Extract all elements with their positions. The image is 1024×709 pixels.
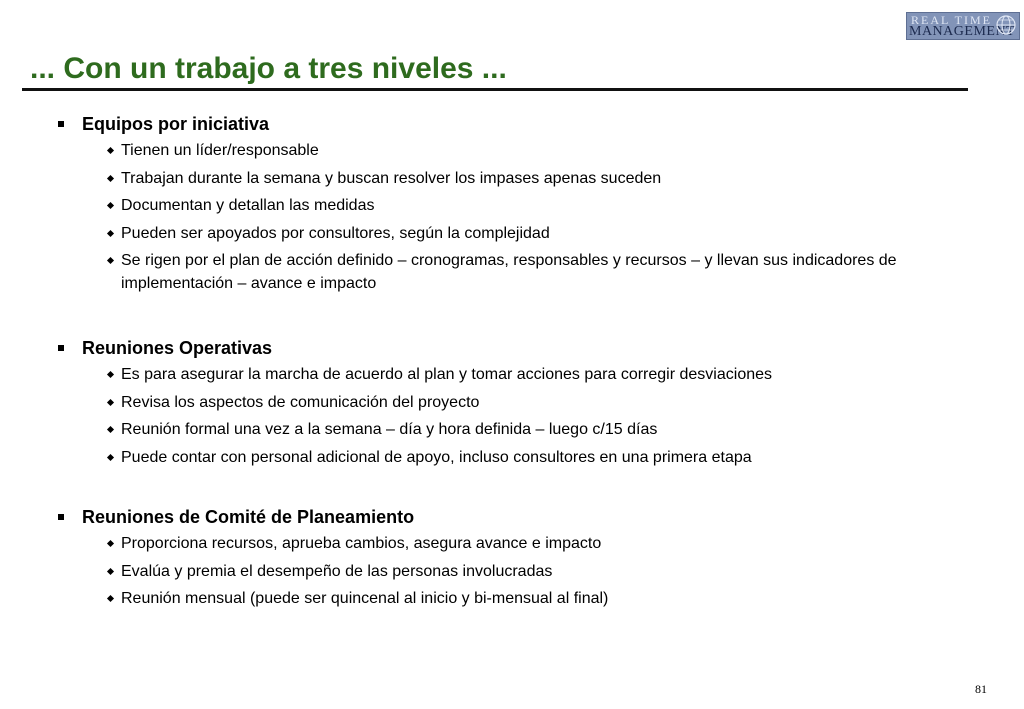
section-comite-de-planeamiento [56, 504, 941, 613]
diamond-bullet-icon [107, 257, 114, 264]
list-item-text: Pueden ser apoyados por consultores, según la complejidad [121, 224, 550, 242]
globe-icon [995, 14, 1017, 36]
list-item-text: Puede contar con personal adicional de apoyo, incluso consultores en una primera etapa [121, 448, 752, 466]
section-heading [56, 111, 941, 137]
list-item [56, 444, 941, 472]
list-item-text: Reunión mensual (puede ser quincenal al inicio y bi-mensual al final) [121, 590, 609, 607]
diamond-bullet-icon [107, 540, 114, 547]
list-item [56, 220, 941, 248]
list-item [56, 558, 941, 586]
logo-top-text: REAL TIME [911, 13, 992, 27]
list-item [56, 192, 941, 220]
list-item-text: Documentan y detallan las medidas [121, 197, 375, 214]
diamond-bullet-icon [107, 371, 114, 378]
bullet-list [56, 137, 941, 297]
section-reuniones-operativas [56, 335, 941, 471]
square-bullet-icon [58, 121, 64, 127]
list-item [56, 165, 941, 193]
logo-bottom-text: MANAGEMENT [909, 24, 1016, 39]
diamond-bullet-icon [107, 174, 114, 181]
company-logo [906, 12, 1020, 40]
section-equipos-por-iniciativa [56, 111, 941, 297]
list-item-text: Revisa los aspectos de comunicación del proyecto [121, 393, 480, 411]
diamond-bullet-icon [107, 426, 114, 433]
diamond-bullet-icon [107, 147, 114, 154]
list-item-text: Reunión formal una vez a la semana – día y hora definida – luego c/15 días [121, 421, 658, 438]
section-title: Equipos por iniciativa [82, 113, 270, 134]
diamond-bullet-icon [107, 567, 114, 574]
diamond-bullet-icon [107, 595, 114, 602]
list-item-text: Es para asegurar la marcha de acuerdo al plan y tomar acciones para corregir desviaciones [121, 366, 773, 383]
list-item [56, 137, 941, 165]
section-title: Reuniones Operativas [82, 337, 273, 358]
list-item [56, 416, 941, 444]
bullet-list [56, 361, 941, 471]
list-item [56, 361, 941, 389]
square-bullet-icon [58, 514, 64, 520]
list-item-text: Trabajan durante la semana y buscan resolver los impases apenas suceden [121, 169, 662, 187]
list-item-text: Tienen un líder/responsable [121, 142, 319, 159]
slide-title: ... Con un trabajo a tres niveles ... [30, 52, 507, 85]
list-item-text: Proporciona recursos, aprueba cambios, asegura avance e impacto [121, 535, 602, 552]
section-heading [56, 335, 941, 361]
diamond-bullet-icon [107, 229, 114, 236]
list-item [56, 389, 941, 417]
page-number: 81 [975, 682, 987, 696]
list-item [56, 530, 941, 558]
section-title: Reuniones de Comité de Planeamiento [82, 506, 415, 527]
list-item [56, 247, 941, 297]
list-item-text: Evalúa y premia el desempeño de las personas involucradas [121, 562, 553, 580]
square-bullet-icon [58, 345, 64, 351]
bullet-list [56, 530, 941, 613]
list-item [56, 585, 941, 613]
diamond-bullet-icon [107, 202, 114, 209]
section-heading [56, 504, 941, 530]
diamond-bullet-icon [107, 398, 114, 405]
diamond-bullet-icon [107, 453, 114, 460]
title-divider [22, 88, 968, 91]
list-item-text: Se rigen por el plan de acción definido – cronogramas, responsables y recursos – y llevan sus indicadores de implementación – avance e impacto [121, 252, 897, 292]
